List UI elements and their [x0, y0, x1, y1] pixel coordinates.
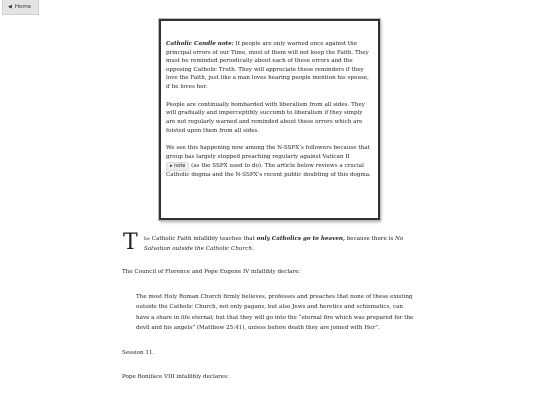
- note-paragraph-3: [166, 144, 373, 179]
- home-button[interactable]: [2, 0, 39, 15]
- intro-emphasis: only Catholics go to heaven,: [256, 236, 345, 242]
- intro-paragraph: [122, 232, 418, 256]
- note-paragraph-2: People are continually bombarded with liberalism from all sides. They will gradually and imperceptibly succumb to liberalism if they simply are not regularly warned and reminded about these errors which are foisted upon them from all sides.: [166, 101, 365, 134]
- intro-italic: No Salvation outside the Catholic Church: [144, 236, 404, 252]
- note-p3-before: We see this happening now among the N-SSPX’s followers because that group has largely stopped preaching regularly against Vatican II: [166, 145, 370, 160]
- intro-text: Catholic Faith infallibly teaches that: [150, 236, 257, 242]
- florence-quote: The most Holy Roman Church firmly believes, professes and preaches that none of these existing outside the Catholic Church, not only pagans, but also Jews and heretics and schismatics, can have a share in life eternal; but that they will go into the “eternal fire which was prepared for the devil and his angels” (Matthew 25:41), unless before death they are joined with Her”.: [136, 293, 414, 332]
- footnote-toggle[interactable]: ▸ note: [166, 162, 189, 171]
- boniface-paragraph: Pope Boniface VIII infallibly declares:: [122, 373, 229, 380]
- note-p1-text: If people are only warned once against the principal errors of our Time, most of them will not keep the Faith. They must be reminded periodically about each of these errors and the opposing Catholic Truth. They will appreciate these reminders if they love the Faith, just like a man loves hearing people mention his spouse, if he loves her.: [166, 41, 369, 90]
- candle-note-box: [159, 19, 380, 220]
- florence-paragraph: The Council of Florence and Pope Eugene IV infallibly declare:: [122, 269, 301, 275]
- intro-smallcaps: he: [144, 237, 151, 242]
- home-button-label: Home: [14, 4, 32, 10]
- session-reference: Session 11.: [122, 349, 155, 356]
- drop-cap: T: [123, 230, 138, 255]
- intro-after: because there is: [344, 236, 395, 242]
- note-paragraph-1: [166, 40, 373, 92]
- intro-end: .: [251, 245, 254, 252]
- note-lead: Catholic Candle note:: [166, 41, 234, 47]
- left-triangle-icon: ◀: [8, 4, 12, 10]
- article-body: [122, 232, 418, 396]
- note-p3-after: (as the SSPX used to do). The article below reviews a crucial Catholic dogma and the N-SSPX’s recent public doubting of this dogma.: [166, 162, 371, 178]
